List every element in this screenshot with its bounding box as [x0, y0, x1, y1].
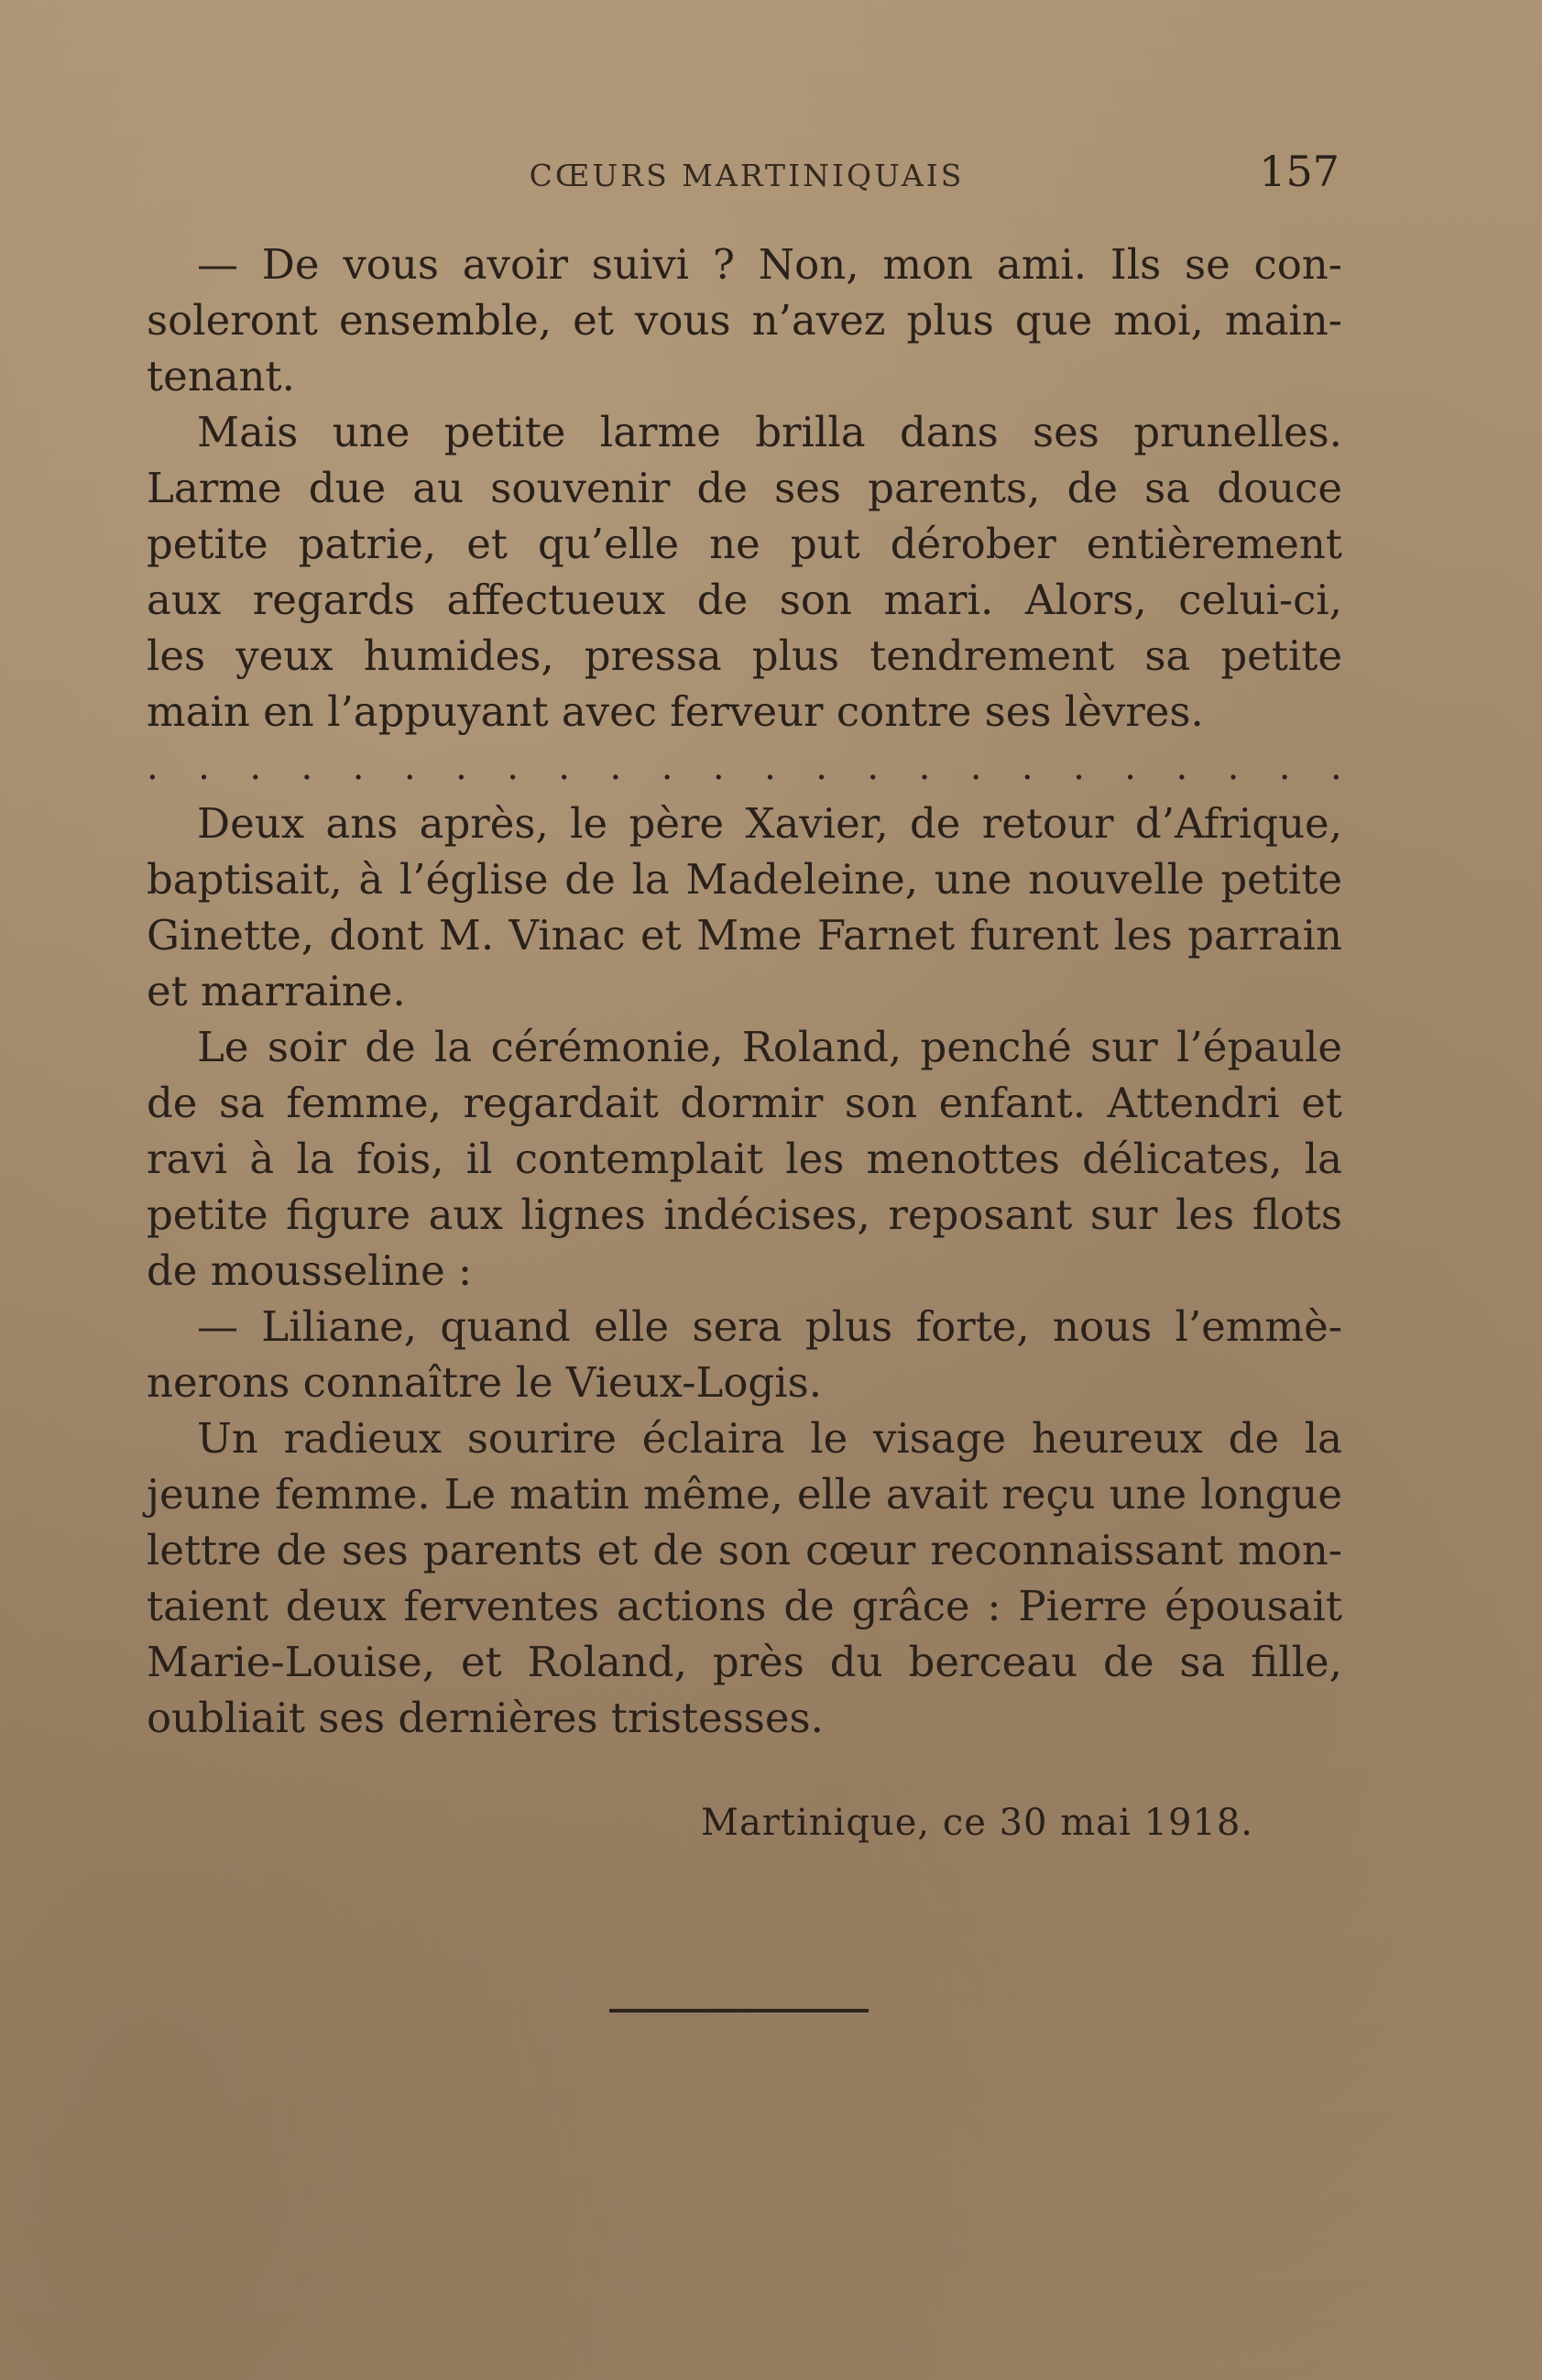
separator-dot: . [815, 746, 827, 788]
text-line: main en l’appuyant avec ferveur contre ses lèvres. [147, 687, 1204, 736]
separator-dot: . [507, 746, 519, 788]
separator-dot: . [301, 746, 313, 788]
text-line: tenant. [147, 352, 295, 400]
text-line: Mais une petite larme brilla dans ses prunelles. [197, 408, 1342, 456]
text-line: Marie-Louise, et Roland, près du berceau de sa fille, [147, 1638, 1342, 1686]
running-header [147, 147, 1347, 202]
separator-dot: . [147, 746, 159, 788]
text-line: et marraine. [147, 967, 406, 1015]
text-line: Ginette, dont M. Vinac et Mme Farnet furent les parrain [147, 911, 1342, 960]
body-text [147, 236, 1342, 1746]
separator-dot: . [558, 746, 571, 788]
text-line: — De vous avoir suivi ? Non, mon ami. Ils se con- [197, 240, 1342, 289]
separator-dot: . [1278, 746, 1291, 788]
text-line: les yeux humides, pressa plus tendrement sa petite [147, 631, 1342, 680]
page-number: 157 [1259, 147, 1340, 196]
text-line: Deux ans après, le père Xavier, de retour d’Afrique, [197, 799, 1342, 848]
separator-dot: . [764, 746, 776, 788]
separator-dot: . [455, 746, 467, 788]
separator-dot: . [352, 746, 365, 788]
separator-dot: . [661, 746, 673, 788]
separator-dot: . [1227, 746, 1240, 788]
separator-dot: . [1176, 746, 1188, 788]
text-line: aux regards affectueux de son mari. Alors, celui-ci, [147, 576, 1342, 624]
separator-dot: . [867, 746, 880, 788]
separator-dot: . [712, 746, 725, 788]
text-line: Le soir de la cérémonie, Roland, penché sur l’épaule [197, 1023, 1342, 1071]
separator-dot: . [1021, 746, 1033, 788]
text-line: lettre de ses parents et de son cœur reconnaissant mon- [147, 1526, 1342, 1574]
text-line: baptisait, à l’église de la Madeleine, une nouvelle petite [147, 855, 1342, 904]
separator-dot: . [918, 746, 931, 788]
text-line: Un radieux sourire éclaira le visage heureux de la [197, 1414, 1342, 1463]
text-line: taient deux ferventes actions de grâce : Pierre épousait [147, 1582, 1342, 1630]
text-line: de sa femme, regardait dormir son enfant. Attendri et [147, 1079, 1342, 1127]
separator-dot: . [969, 746, 982, 788]
text-line: soleront ensemble, et vous n’avez plus que moi, main- [147, 296, 1342, 345]
separator-dot: . [1124, 746, 1136, 788]
separator-dot: . [1073, 746, 1085, 788]
place-date-signature: Martinique, ce 30 mai 1918. [701, 1802, 1254, 1844]
text-line: jeune femme. Le matin même, elle avait reçu une longue [147, 1470, 1342, 1519]
separator-dot: . [198, 746, 210, 788]
text-line: petite patrie, et qu’elle ne put dérober entièrement [147, 520, 1342, 568]
text-line: oubliait ses dernières tristesses. [147, 1694, 824, 1742]
separator-dot: . [1329, 746, 1342, 788]
text-line: de mousseline : [147, 1246, 473, 1295]
running-title: CŒURS MARTINIQUAIS [529, 158, 965, 193]
text-line: Larme due au souvenir de ses parents, de sa douce [147, 464, 1342, 512]
text-line: ravi à la fois, il contemplait les menottes délicates, la [147, 1135, 1342, 1183]
separator-dot: . [249, 746, 262, 788]
text-line: — Liliane, quand elle sera plus forte, nous l’emmè- [197, 1302, 1342, 1351]
separator-dot: . [609, 746, 622, 788]
section-separator [147, 740, 1342, 795]
text-line: nerons connaître le Vieux-Logis. [147, 1358, 823, 1407]
separator-dot: . [403, 746, 416, 788]
end-rule [609, 2009, 869, 2013]
text-line: petite figure aux lignes indécises, reposant sur les flots [147, 1190, 1342, 1239]
